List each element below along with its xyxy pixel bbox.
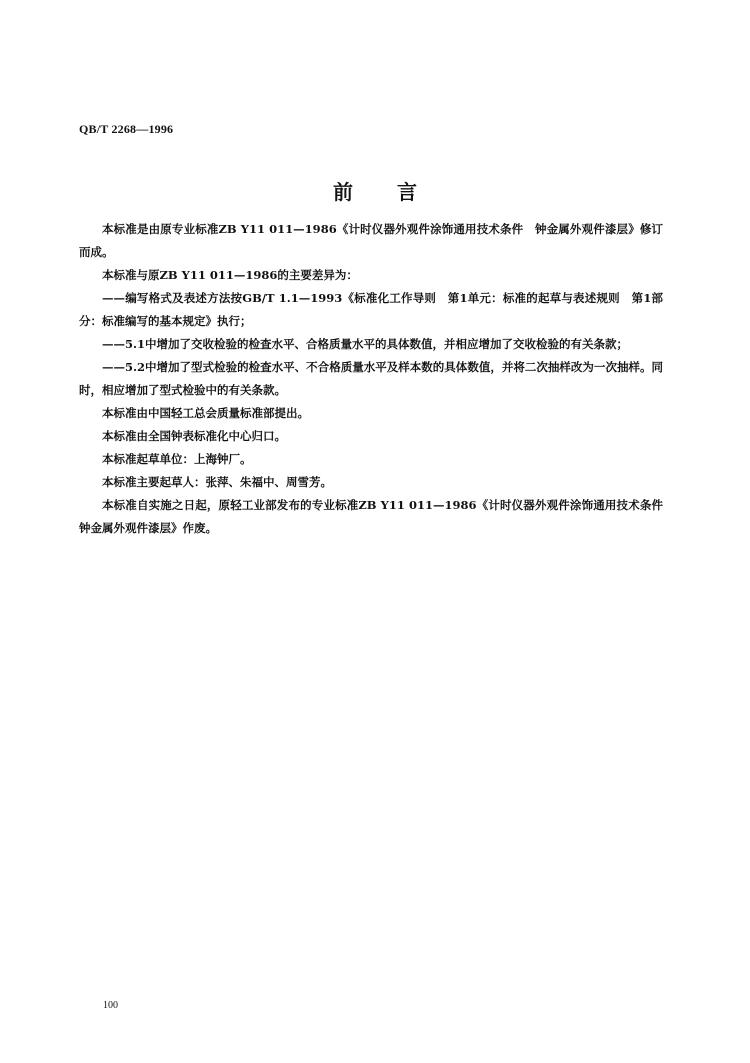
foreword-body xyxy=(79,218,675,540)
paragraph: 本标准由全国钟表标准化中心归口。 xyxy=(102,429,286,443)
paragraph: 本标准由中国轻工总会质量标准部提出。 xyxy=(102,406,309,420)
paragraph: 本标准与原ZB Y11 011—1986的主要差异为： xyxy=(102,268,358,282)
paragraph: 本标准自实施之日起，原轻工业部发布的专业标准ZB Y11 011—1986《计时仪器外观件涂饰通用技术条件 钟金属外观件漆层》作废。 xyxy=(79,498,675,535)
paragraph: 本标准是由原专业标准ZB Y11 011—1986《计时仪器外观件涂饰通用技术条件 钟金属外观件漆层》修订而成。 xyxy=(79,222,663,259)
standard-code: QB/T 2268—1996 xyxy=(79,122,174,136)
paragraph: 本标准主要起草人：张萍、朱福中、周雪芳。 xyxy=(102,475,332,489)
page-title: 前言 xyxy=(333,180,461,204)
paragraph: ——编写格式及表述方法按GB/T 1.1—1993《标准化工作导则 第1单元：标准的起草与表述规则 第1部分：标准编写的基本规定》执行； xyxy=(79,291,663,328)
paragraph: 本标准起草单位：上海钟厂。 xyxy=(102,452,252,466)
paragraph: ——5.1中增加了交收检验的检查水平、合格质量水平的具体数值，并相应增加了交收检验的有关条款； xyxy=(102,337,629,351)
page-number: 100 xyxy=(103,1000,118,1011)
paragraph: ——5.2中增加了型式检验的检查水平、不合格质量水平及样本数的具体数值，并将二次抽样改为一次抽样。同时，相应增加了型式检验中的有关条款。 xyxy=(79,360,663,397)
